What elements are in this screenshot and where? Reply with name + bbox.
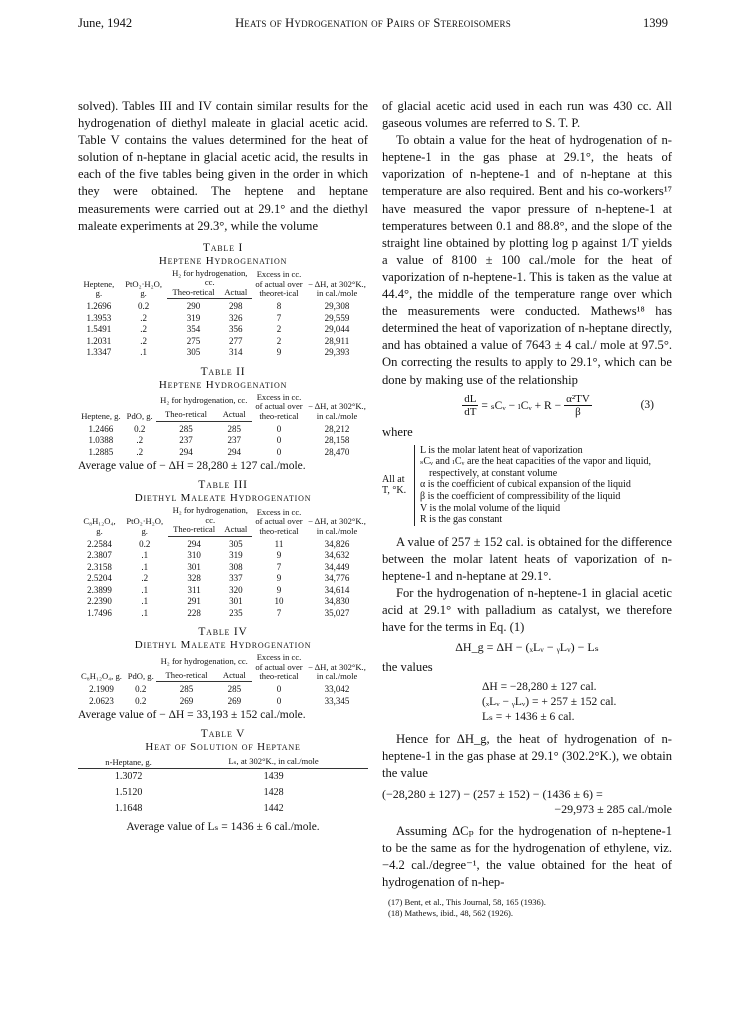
table-cell: 311 <box>187 584 201 595</box>
table-1-col-dh: − ΔH, at 302°K., in cal./mole <box>308 278 366 299</box>
table-cell: 1.0388 <box>88 435 114 446</box>
table-2-col-heptene: Heptene, g. <box>81 410 121 421</box>
table-cell: 2.0623 <box>89 695 114 706</box>
left-intro-paragraph: solved). Tables III and IV contain similar results for the hydrogenation of diethyl maleate in glacial acetic acid. Table V contains the values determined for the heat of solution of n-heptane in glacial acetic acid, the results in each of the five tables being given in the order in which they were obtained. The heptene and heptane measurements were carried out at 29.1° and the diethyl maleate experiments at 29.3°, while the volume <box>78 99 368 233</box>
table-cell: 277 <box>229 335 243 346</box>
table-cell: 319 <box>186 312 201 323</box>
table-1-col-excess: Excess in cc. of actual over theoret-ical <box>255 269 303 299</box>
definitions-list <box>414 445 672 526</box>
table-cell: 314 <box>229 347 243 358</box>
table-cell: 2.2390 <box>87 596 112 607</box>
table-cell: 237 <box>179 435 193 446</box>
running-title: Heats of Hydrogenation of Pairs of Stereoisomers <box>235 16 511 30</box>
table-cell: 228 <box>187 607 201 618</box>
table-cell: 9 <box>276 347 282 358</box>
table-cell: 29,308 <box>324 301 350 311</box>
table-3-title: Diethyl Maleate Hydrogenation <box>134 492 312 505</box>
table-cell: 1.5120 <box>114 787 143 799</box>
table-cell: 2.3807 <box>87 550 112 561</box>
footnote-17: (17) Bent, et al., This Journal, 58, 165 (1936). <box>388 897 546 908</box>
definitions-at-label: All at T, °K. <box>382 474 407 497</box>
table-cell: 10 <box>274 596 284 607</box>
table-4-average: Average value of − ΔH = 33,193 ± 152 cal./mole. <box>78 709 306 722</box>
table-4-col-dh: − ΔH, at 302°K., in cal./mole <box>308 661 366 682</box>
table-cell: 305 <box>186 347 201 358</box>
table-cell: 34,632 <box>324 550 350 561</box>
table-row <box>78 299 368 313</box>
table-row <box>78 682 368 696</box>
eq3-middle: = ₛCᵥ − ₗCᵥ + R − <box>481 400 562 413</box>
table-row <box>78 435 368 447</box>
table-2 <box>78 366 368 473</box>
table-5 <box>78 728 368 833</box>
value-line: Lₛ = + 1436 ± 6 cal. <box>482 710 575 723</box>
table-1 <box>78 242 368 359</box>
table-row <box>78 536 368 550</box>
table-cell: 1.2696 <box>86 301 112 311</box>
table-cell: 301 <box>187 561 201 572</box>
table-cell: 1.5491 <box>86 324 112 335</box>
table-cell: 34,614 <box>324 584 350 595</box>
table-cell: 2.3158 <box>87 561 112 572</box>
table-cell: 7 <box>276 561 282 572</box>
definition-item: ₛCᵥ and ₗCᵥ are the heat capacities of the vapor and liquid, respectively, at constant volume <box>420 456 652 479</box>
table-cell: 0.2 <box>137 301 150 311</box>
right-paragraph-1: of glacial acetic acid used in each run was 430 cc. All gaseous volumes are referred to S. T. P. <box>382 99 672 131</box>
table-cell: 0.2 <box>139 538 151 549</box>
table-cell: 34,826 <box>324 538 350 549</box>
table-cell: 8 <box>276 301 282 311</box>
table-4-col-h2-group: H₂ for hydrogenation, cc. <box>160 655 248 666</box>
definition-item: β is the coefficient of compressibility of the liquid <box>420 491 621 503</box>
table-2-col-catalyst: PdO, g. <box>126 410 153 421</box>
issue-date: June, 1942 <box>78 16 133 30</box>
table-cell: 301 <box>229 596 243 607</box>
right-paragraph-4: For the hydrogenation of n-heptene-1 in glacial acetic acid at 29.1° with palladium as catalyst, we therefore have for the terms in Eq. (1) <box>382 586 672 635</box>
table-3-col-dh: − ΔH, at 302°K., in cal./mole <box>308 516 366 536</box>
value-line: ΔH = −28,280 ± 127 cal. <box>482 680 597 693</box>
table-cell: 320 <box>229 584 243 595</box>
table-row <box>78 324 368 336</box>
table-cell: 310 <box>187 550 201 561</box>
definition-item: L is the molar latent heat of vaporization <box>420 444 583 456</box>
table-cell: .2 <box>140 324 147 335</box>
table-cell: 0.2 <box>135 684 147 694</box>
table-cell: 305 <box>229 538 243 549</box>
eq3-lhs-fraction <box>462 393 478 418</box>
table-cell: .1 <box>141 607 149 618</box>
table-row <box>78 347 368 359</box>
table-2-average: Average value of − ΔH = 28,280 ± 127 cal./mole. <box>78 460 306 473</box>
table-cell: 2.1909 <box>89 684 114 694</box>
value-line: (ₓLᵥ − ᵧLᵥ) = + 257 ± 152 cal. <box>482 695 617 708</box>
table-cell: 34,830 <box>324 596 350 607</box>
table-cell: 34,776 <box>324 573 350 584</box>
table-cell: 7 <box>276 607 282 618</box>
table-1-col-h2-group: H₂ for hydrogenation, cc. <box>172 267 248 288</box>
equation-3 <box>382 393 672 418</box>
table-cell: 9 <box>276 550 282 561</box>
table-3-col-excess: Excess in cc. of actual over theo-retical <box>255 506 303 536</box>
table-cell: 11 <box>274 538 284 549</box>
table-cell: 1.1648 <box>114 803 143 815</box>
table-4-col-catalyst: PdO, g. <box>127 671 154 682</box>
table-cell: 29,559 <box>324 312 350 323</box>
table-cell: .1 <box>140 347 147 358</box>
table-4-body <box>78 682 368 708</box>
table-cell: 2 <box>276 335 282 346</box>
table-cell: 33,042 <box>324 684 350 694</box>
table-3-label: Table III <box>198 479 248 492</box>
table-row <box>78 562 368 574</box>
definition-item: R is the gas constant <box>420 514 503 526</box>
table-cell: .2 <box>136 435 144 446</box>
definition-item: α is the coefficient of cubical expansion of the liquid <box>420 479 631 491</box>
table-1-title: Heptene Hydrogenation <box>158 254 288 267</box>
table-row <box>78 696 368 708</box>
table-3 <box>78 479 368 619</box>
table-cell: 29,044 <box>324 324 350 335</box>
table-cell: 269 <box>179 695 194 706</box>
table-1-col-catalyst: PtO₂·H₂O, g. <box>125 278 162 299</box>
table-cell: 269 <box>227 695 242 706</box>
table-cell: 308 <box>229 561 243 572</box>
footnote-18: (18) Mathews, ibid., 48, 562 (1926). <box>388 907 514 918</box>
table-cell: 0.2 <box>135 695 147 706</box>
table-row <box>78 313 368 325</box>
table-3-col-ester: C₈H₁₂O₄, g. <box>83 516 116 536</box>
right-paragraph-6: Assuming ΔCₚ for the hydrogenation of n-heptene-1 to be the same as for the hydrogenation of ethylene, viz. −4.2 cal./degree⁻¹, the value obtained for the heat of hydrogenation of n-hep- <box>382 823 672 890</box>
table-cell: 28,158 <box>324 435 350 446</box>
table-cell: 2.2584 <box>87 538 112 549</box>
table-cell: 294 <box>179 446 193 457</box>
table-cell: 319 <box>229 550 243 561</box>
eq3-rhs-num: α²TV <box>566 392 590 405</box>
table-4-col-theoretical: Theo-retical <box>156 666 216 681</box>
running-header <box>78 16 668 34</box>
page-number: 1399 <box>643 16 668 30</box>
table-cell: 1.7496 <box>87 607 112 618</box>
table-4-col-excess: Excess in cc. of actual over theo-retical <box>255 652 303 682</box>
table-cell: 298 <box>229 301 243 312</box>
table-cell: 354 <box>186 324 201 335</box>
table-cell: 0 <box>276 446 282 457</box>
table-3-body <box>78 536 368 619</box>
table-cell: 0 <box>276 423 282 434</box>
table-cell: 1.2885 <box>88 446 114 457</box>
table-cell: 294 <box>227 446 241 457</box>
table-cell: 1.3072 <box>114 771 143 783</box>
table-row <box>78 447 368 459</box>
table-cell: 28,911 <box>324 335 350 346</box>
table-cell: 9 <box>276 573 282 584</box>
table-cell: 1.3953 <box>86 312 112 323</box>
table-5-col-ls: Lₛ, at 302°K., in cal./mole <box>179 755 368 769</box>
right-column <box>382 98 672 918</box>
table-5-label: Table V <box>200 728 246 741</box>
table-cell: 28,470 <box>324 446 350 457</box>
table-cell: 326 <box>229 312 243 323</box>
the-values-label: the values <box>382 660 433 675</box>
right-paragraph-3: A value of 257 ± 152 cal. is obtained for the difference between the molar latent heats of vaporization of n-heptene-1 and n-heptane at 29.1°. <box>382 534 672 584</box>
table-1-body <box>78 299 368 359</box>
table-1-grid <box>78 269 368 359</box>
table-3-col-catalyst: PtO₂·H₂O, g. <box>126 516 164 536</box>
table-cell: 285 <box>227 684 242 695</box>
table-4-col-actual: Actual <box>217 666 252 681</box>
definitions-block <box>382 445 672 526</box>
table-4-label: Table IV <box>198 626 248 639</box>
table-4-grid <box>78 653 368 707</box>
right-paragraph-5: Hence for ΔH_g, the heat of hydrogenation of n-heptene-1 in the gas phase at 29.1° (302.2°K.), we obtain the value <box>382 731 672 780</box>
table-cell: .1 <box>141 596 149 607</box>
table-cell: 0.2 <box>134 423 146 434</box>
table-cell: .2 <box>136 446 144 457</box>
equation-1-terms: ΔH_g = ΔH − (ₓLᵥ − ᵧLᵥ) − Lₛ <box>455 640 599 655</box>
table-cell: .2 <box>140 335 147 346</box>
table-4 <box>78 626 368 721</box>
table-cell: 337 <box>229 573 243 584</box>
table-cell: .2 <box>140 312 147 323</box>
table-cell: 7 <box>276 312 282 323</box>
table-row <box>78 769 368 786</box>
result-line-1: (−28,280 ± 127) − (257 ± 152) − (1436 ± 6) = <box>382 786 603 801</box>
right-paragraph-2: To obtain a value for the heat of hydrogenation of n-heptene-1 in the gas phase at 29.1°, the heats of vaporization of n-heptene-1 and of n-heptane at this temperature are also required. Bent and his co-workers¹⁷ have measured the vapor pressure of n-heptene-1 at temperatures between 0.1 and 88.8°, and the slope of the straight line obtained by plotting log p against 1/T yields a value of 8100 ± 100 cal./mole for the heat of vaporization of n-heptene-1. This is taken as the value at 44.4°, the middle of the temperature range over which the measurements were conducted. Mathews¹⁸ has determined the heat of vaporization of n-heptane directly, and has obtained a value of 7643 ± 4 cal./ mole at 97.5°. On correcting the results to apply to 29.1°, which can be done by making use of the relationship <box>382 133 672 387</box>
table-cell: 1428 <box>263 787 284 799</box>
left-column <box>78 98 368 833</box>
table-5-col-heptane: n-Heptane, g. <box>78 755 179 769</box>
table-2-col-h2-group: H₂ for hydrogenation, cc. <box>160 395 248 406</box>
table-1-col-actual: Actual <box>220 288 252 299</box>
table-cell: 34,449 <box>324 561 350 572</box>
eq3-lhs-den: dT <box>464 405 477 418</box>
table-cell: 285 <box>179 684 194 695</box>
table-2-body <box>78 421 368 458</box>
table-cell: 28,212 <box>324 423 350 434</box>
table-5-average: Average value of Lₛ = 1436 ± 6 cal./mole. <box>126 821 320 834</box>
table-cell: 294 <box>187 538 201 549</box>
table-cell: 285 <box>227 423 241 434</box>
table-cell: 9 <box>276 584 282 595</box>
table-cell: .2 <box>141 573 149 584</box>
table-cell: 291 <box>187 596 201 607</box>
table-3-grid <box>78 506 368 619</box>
table-cell: 328 <box>187 573 201 584</box>
table-2-label: Table II <box>200 365 246 378</box>
table-1-col-heptene: Heptene, g. <box>83 278 115 299</box>
table-row <box>78 801 368 817</box>
table-cell: 2.5204 <box>87 573 112 584</box>
eq3-rhs-den: β <box>575 405 581 418</box>
table-cell: 275 <box>186 335 201 346</box>
table-cell: 237 <box>227 435 241 446</box>
table-3-col-h2-group: H₂ for hydrogenation, cc. <box>172 505 248 525</box>
table-4-title: Diethyl Maleate Hydrogenation <box>134 639 312 652</box>
table-2-col-dh: − ΔH, at 302°K., in cal./mole <box>308 401 366 421</box>
table-row <box>78 421 368 435</box>
table-cell: .1 <box>141 550 149 561</box>
table-row <box>78 608 368 620</box>
table-cell: 1.3347 <box>86 347 112 358</box>
table-cell: 0 <box>276 435 282 446</box>
table-5-grid <box>78 755 368 817</box>
table-cell: .1 <box>141 561 149 572</box>
table-1-label: Table I <box>202 241 244 254</box>
table-cell: 29,393 <box>324 347 350 358</box>
table-cell: 1442 <box>263 803 284 815</box>
table-2-title: Heptene Hydrogenation <box>158 378 288 391</box>
table-2-col-theoretical: Theo-retical <box>156 406 217 421</box>
table-3-col-theoretical: Theo-retical <box>168 525 219 536</box>
table-row <box>78 550 368 562</box>
table-cell: 33,345 <box>324 695 350 706</box>
table-5-title: Heat of Solution of Heptane <box>145 741 301 754</box>
table-cell: 1439 <box>263 771 284 783</box>
table-1-col-theoretical: Theo-retical <box>167 288 219 299</box>
table-2-col-excess: Excess in cc. of actual over theo-retical <box>255 391 303 421</box>
table-cell: 1.2466 <box>88 423 114 434</box>
table-5-body <box>78 769 368 818</box>
where-label: where <box>382 424 413 439</box>
table-2-grid <box>78 393 368 459</box>
definition-item: V is the molal volume of the liquid <box>420 502 561 514</box>
eq3-rhs-fraction <box>564 393 592 418</box>
table-row <box>78 336 368 348</box>
eq3-number: (3) <box>640 399 654 412</box>
table-row <box>78 573 368 585</box>
table-3-col-actual: Actual <box>220 525 252 536</box>
table-cell: 2.3899 <box>87 584 112 595</box>
table-cell: 0 <box>276 684 282 694</box>
table-row <box>78 785 368 801</box>
table-row <box>78 585 368 597</box>
table-cell: 356 <box>229 324 243 335</box>
table-cell: 285 <box>179 423 193 434</box>
eq3-lhs-num: dL <box>464 392 477 405</box>
table-cell: 2 <box>276 324 282 335</box>
result-line-2: −29,973 ± 285 cal./mole <box>554 801 672 816</box>
table-cell: .1 <box>141 584 149 595</box>
table-cell: 235 <box>229 607 243 618</box>
table-cell: 290 <box>186 301 201 312</box>
table-4-col-ester: C₈H₁₂O₄, g. <box>81 671 122 682</box>
table-2-col-actual: Actual <box>216 406 252 421</box>
table-cell: 1.2031 <box>86 335 112 346</box>
values-block <box>382 680 672 725</box>
table-cell: 35,027 <box>324 607 350 618</box>
table-row <box>78 596 368 608</box>
footnotes <box>382 897 672 918</box>
table-cell: 0 <box>276 695 282 706</box>
